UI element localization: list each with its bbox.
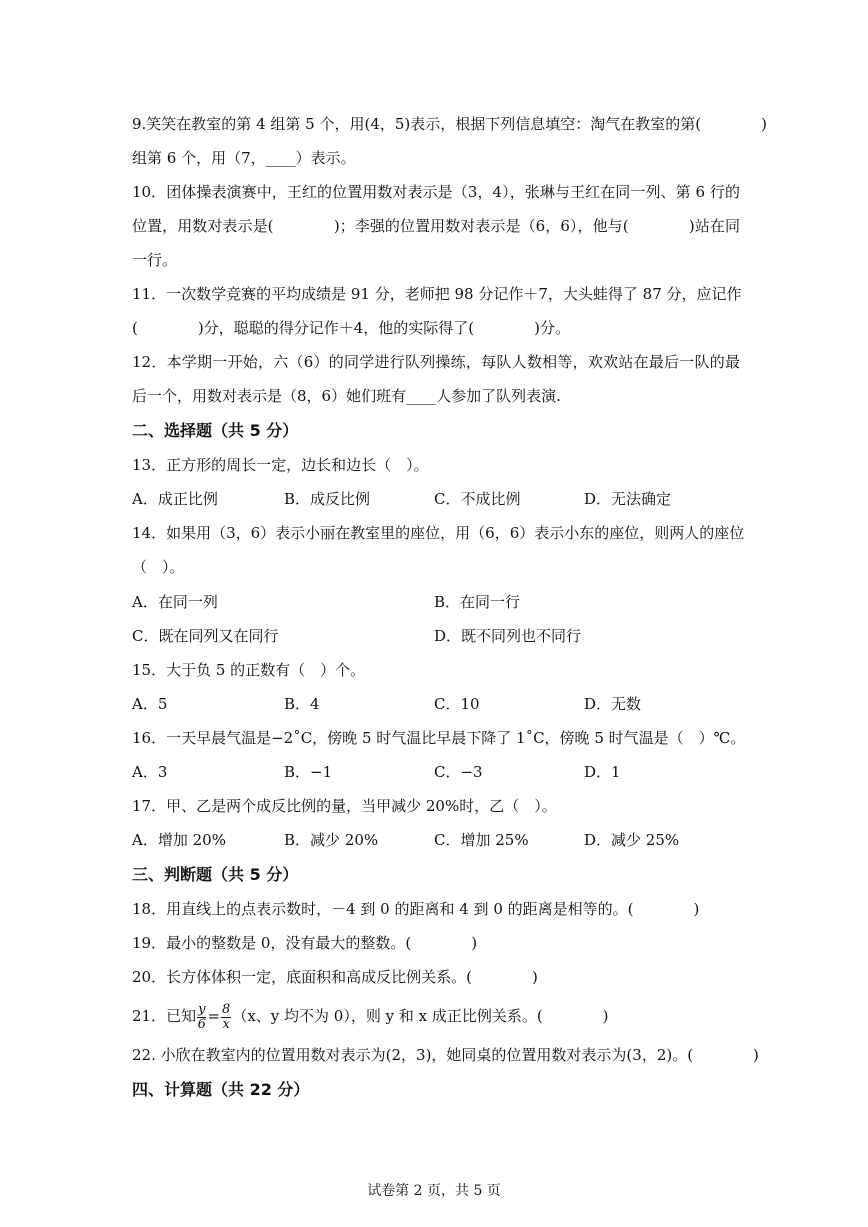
fraction-numerator: y <box>198 1001 206 1017</box>
question-14-line-2: （ ）。 <box>132 558 185 576</box>
question-9-line-2: 组第 6 个，用（7，____）表示。 <box>132 149 356 167</box>
fraction-denominator: 6 <box>197 1016 206 1032</box>
page-footer: 试卷第 2 页，共 5 页 <box>367 1183 501 1199</box>
option-b: B．−1 <box>284 763 333 781</box>
fraction-y-over-6 <box>197 1003 206 1032</box>
section-calc-heading: 四、计算题（共 22 分） <box>132 1080 310 1099</box>
question-15: 15．大于负 5 的正数有（ ）个。 <box>132 661 366 679</box>
option-a: A．成正比例 <box>132 490 218 508</box>
question-21-prefix: 21．已知 <box>132 1007 197 1025</box>
option-d: D．既不同列也不同行 <box>434 627 582 645</box>
question-21-suffix: （x、y 均不为 0），则 y 和 x 成正比例关系。( ) <box>232 1007 609 1025</box>
option-d: D．减少 25% <box>584 831 680 849</box>
question-14-options-row-1 <box>132 592 740 612</box>
question-21 <box>132 1002 740 1032</box>
question-10-line-3: 一行。 <box>132 251 178 269</box>
section-choice-heading: 二、选择题（共 5 分） <box>132 421 299 440</box>
option-b: B．在同一行 <box>434 593 521 611</box>
question-20: 20．长方体体积一定，底面积和高成反比例关系。( ) <box>132 968 538 986</box>
section-judge-heading: 三、判断题（共 5 分） <box>132 865 299 884</box>
question-16-options <box>132 762 740 782</box>
question-17-options <box>132 830 740 850</box>
question-10-line-2: 位置，用数对表示是( )；李强的位置用数对表示是（6，6），他与( )站在同 <box>132 217 740 235</box>
equals-sign: = <box>207 1007 221 1025</box>
option-b: B．4 <box>284 695 320 713</box>
option-a: A．3 <box>132 763 168 781</box>
question-13: 13．正方形的周长一定，边长和边长（ ）。 <box>132 456 429 474</box>
question-18: 18．用直线上的点表示数时，－4 到 0 的距离和 4 到 0 的距离是相等的。( ) <box>132 900 700 918</box>
option-b: B．减少 20% <box>284 831 379 849</box>
question-9-line-1: 9.笑笑在教室的第 4 组第 5 个，用(4，5)表示，根据下列信息填空：淘气在教室的第( ) <box>132 115 767 133</box>
option-a: A．增加 20% <box>132 831 226 849</box>
option-d: D．1 <box>584 763 621 781</box>
option-d: D．无法确定 <box>584 490 672 508</box>
option-a: A．5 <box>132 695 168 713</box>
question-19: 19．最小的整数是 0，没有最大的整数。( ) <box>132 934 478 952</box>
question-14-options-row-2 <box>132 626 740 646</box>
option-b: B．成反比例 <box>284 490 371 508</box>
question-11-line-2: ( )分，聪聪的得分记作＋4，他的实际得了( )分。 <box>132 319 570 337</box>
option-c: C．增加 25% <box>434 831 529 849</box>
question-16: 16．一天早晨气温是−2˚C，傍晚 5 时气温比早晨下降了 1˚C，傍晚 5 时气温是（ ）℃。 <box>132 729 746 747</box>
question-17: 17．甲、乙是两个成反比例的量，当甲减少 20%时，乙（ ）。 <box>132 797 557 815</box>
question-13-options <box>132 489 740 509</box>
fraction-8-over-x <box>221 1003 231 1032</box>
question-11-line-1: 11．一次数学竞赛的平均成绩是 91 分，老师把 98 分记作＋7，大头蛙得了 87 分，应记作 <box>132 285 742 303</box>
question-15-options <box>132 694 740 714</box>
question-14-line-1: 14．如果用（3，6）表示小丽在教室里的座位，用（6，6）表示小东的座位，则两人的座位 <box>132 524 745 542</box>
option-c: C．既在同列又在同行 <box>132 627 279 645</box>
option-d: D．无数 <box>584 695 642 713</box>
fraction-denominator: x <box>222 1016 230 1032</box>
question-22: 22. 小欣在教室内的位置用数对表示为(2，3)，她同桌的位置用数对表示为(3，2)。( ) <box>132 1046 759 1064</box>
question-10-line-1: 10．团体操表演赛中，王红的位置用数对表示是（3，4），张琳与王红在同一列、第 6 行的 <box>132 183 740 201</box>
fraction-numerator: 8 <box>222 1001 231 1017</box>
option-a: A．在同一列 <box>132 593 218 611</box>
question-12-line-1: 12．本学期一开始，六（6）的同学进行队列操练，每队人数相等，欢欢站在最后一队的最 <box>132 353 740 371</box>
option-c: C．不成比例 <box>434 490 521 508</box>
option-c: C．−3 <box>434 763 483 781</box>
option-c: C．10 <box>434 695 480 713</box>
question-12-line-2: 后一个，用数对表示是（8，6）她们班有____人参加了队列表演. <box>132 387 561 405</box>
